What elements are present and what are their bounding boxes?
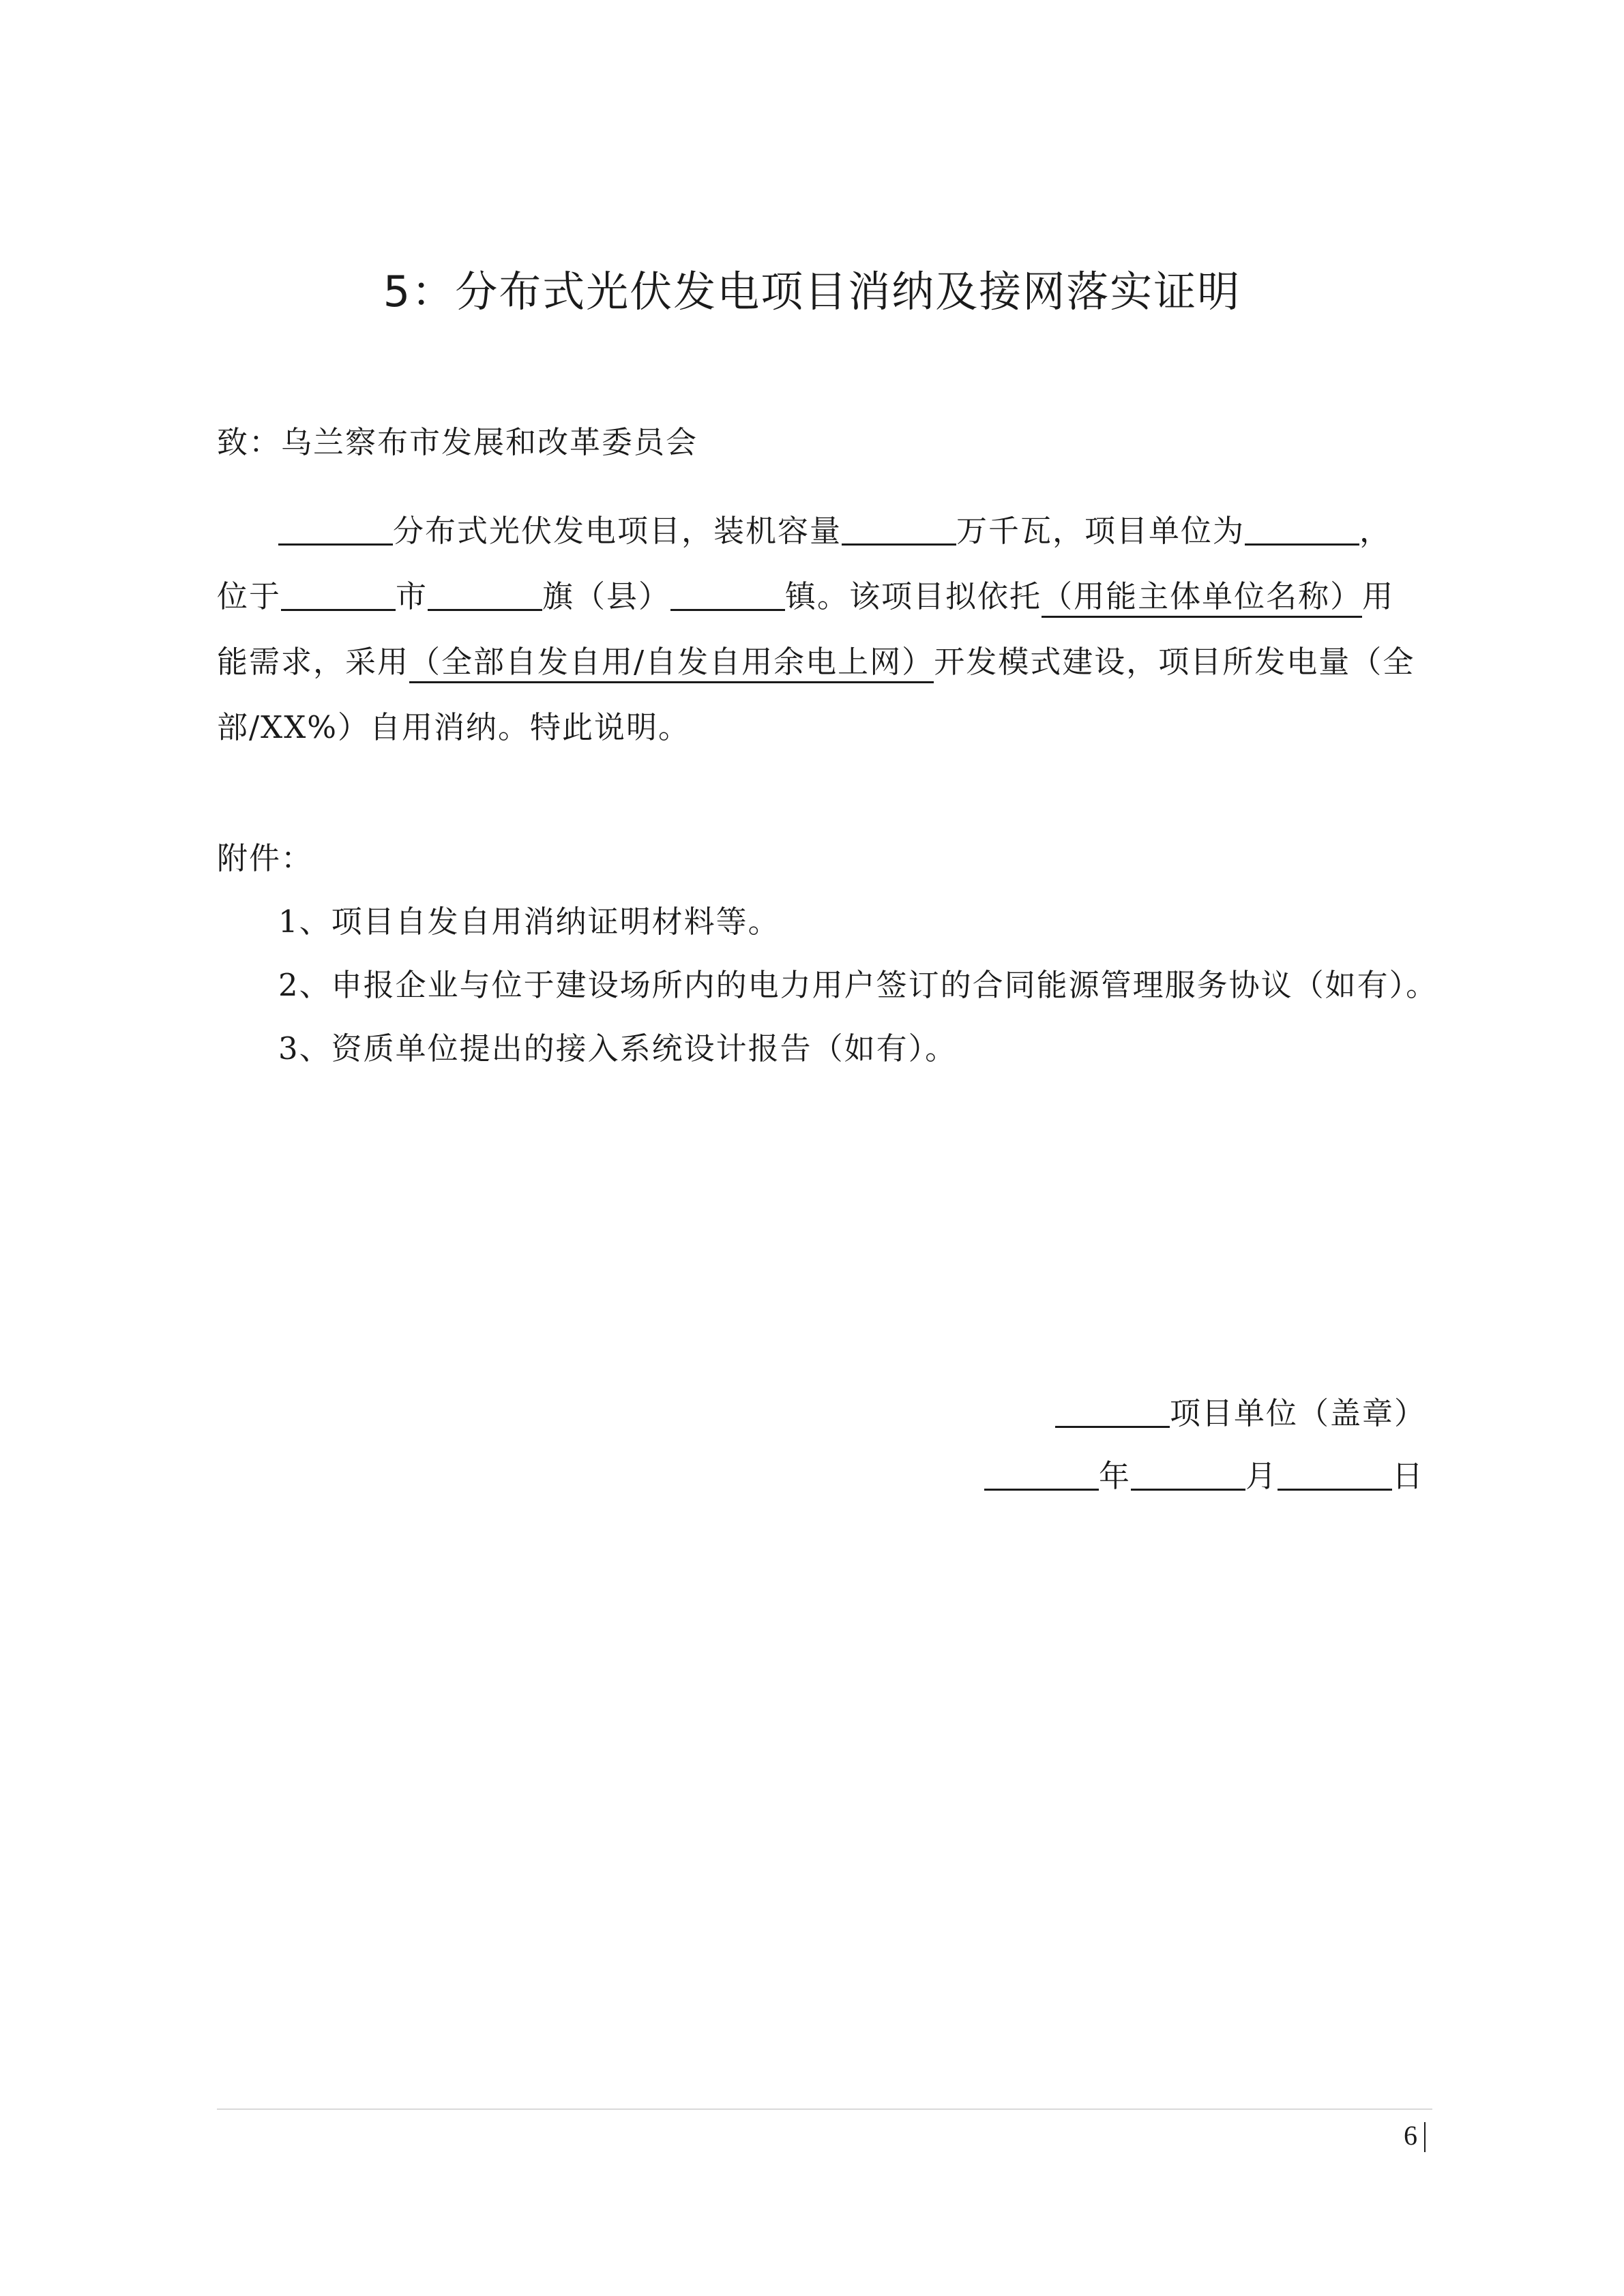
blank-year [984,1459,1099,1491]
body-text: 分布式光伏发电项目，装机容量 [393,513,842,549]
month-label: 月 [1245,1458,1278,1494]
body-text: 旗（县） [542,578,671,614]
page-number: 6 [1404,2120,1417,2151]
body-text: 万千瓦，项目单位为 [956,513,1245,549]
blank-project-unit [1245,513,1359,546]
blank-town [670,579,785,611]
body-text: ， [1359,513,1392,549]
blank-unit-name [1055,1396,1170,1428]
underlined-energy-user: （用能主体单位名称） [1042,578,1362,618]
attachments-heading: 附件： [217,840,314,876]
body-line-3 [217,637,1415,681]
body-text: 用 [1362,578,1395,614]
body-text: 能需求，采用 [217,644,410,680]
blank-capacity [842,513,956,546]
page-number-bar [1424,2122,1426,2152]
day-label: 日 [1392,1458,1425,1494]
body-text: 市 [396,578,428,614]
body-text: 位于 [217,578,282,614]
document-title: 5：分布式光伏发电项目消纳及接网落实证明 [383,267,1241,316]
body-line-4: 部/XX%）自用消纳。特此说明。 [217,709,690,745]
blank-banner [428,579,542,611]
blank-month [1131,1459,1245,1491]
attachment-item: 3、资质单位提出的接入系统设计报告（如有）。 [278,1030,958,1067]
blank-city [281,579,396,611]
footer-rule [217,2108,1432,2110]
blank-project-name [278,513,393,546]
body-text: 镇。该项目拟依托 [785,578,1042,614]
signature-unit-label: 项目单位（盖章） [1170,1395,1427,1431]
signature-date [984,1451,1424,1495]
addressee: 致：乌兰察布市发展和改革委员会 [217,424,698,460]
signature-unit [1055,1388,1426,1433]
body-line-2 [217,571,1394,616]
body-text: 开发模式建设，项目所发电量（全 [934,644,1415,680]
year-label: 年 [1099,1458,1132,1494]
underlined-dev-mode: （全部自发自用/自发自用余电上网） [409,644,934,683]
blank-day [1278,1459,1392,1491]
body-line-1 [278,506,1391,550]
attachment-item: 2、申报企业与位于建设场所内的电力用户签订的合同能源管理服务协议（如有）。 [278,967,1438,1003]
attachment-item: 1、项目自发自用消纳证明材料等。 [278,904,780,940]
